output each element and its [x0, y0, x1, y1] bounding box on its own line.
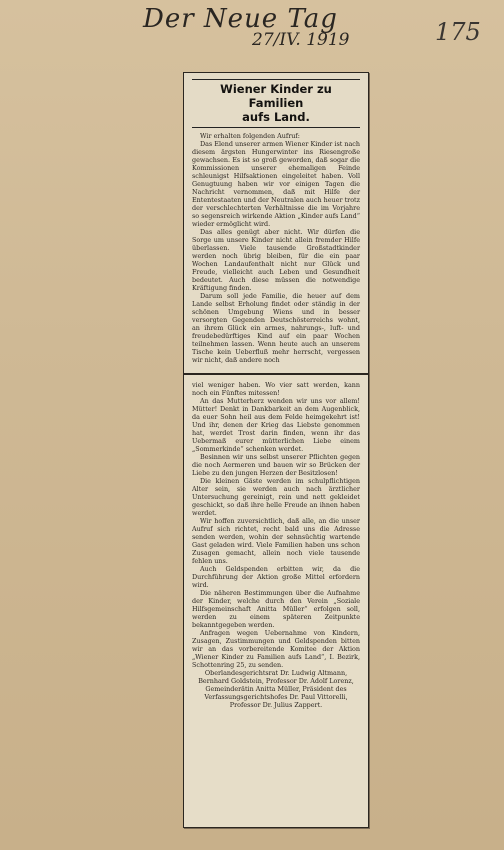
paragraph: Das Elend unserer armen Wiener Kinder ist nach diesem ärgsten Hungerwinter ins Riesengroße gewachsen. Es ist so groß geworden, daß sogar die Kommissionen unserer ehemaligen Feinde schleunigst Hilfsaktionen eingeleitet haben. Voll Genugtuung haben wir vor einigen Tagen die Nachricht vernommen, daß mit Hilfe der Ententestaaten und der Neutralen auch heuer trotz der verschlechterten Verhältnisse die im Vorjahre so segensreich wirkende Aktion „Kinder aufs Land“ wieder ermöglicht wird. [192, 140, 360, 228]
handwritten-newspaper-name: Der Neue Tag [143, 4, 338, 34]
paragraph: Besinnen wir uns selbst unserer Pflichten gegen die noch Aermeren und bauen wir so Brücken der Liebe zu den jungen Herzen der Besitzlosen! [192, 453, 360, 477]
clipping-part-2 [183, 374, 369, 828]
paragraph: Darum soll jede Familie, die heuer auf dem Lande selbst Erholung findet oder ständig in der schönen Umgebung Wiens und in besser versorgten Gegenden Deutschösterreichs wohnt, an ihrem Glück ein armes, nahrungs-, luft- und freudebedürftiges Kind auf ein paar Wochen teilnehmen lassen. Wenn heute auch an unserem Tische kein Ueberfluß mehr herrscht, vergessen wir nicht, daß andere noch [192, 292, 360, 364]
article-body-part-1 [192, 132, 360, 364]
paragraph: viel weniger haben. Wo vier satt werden, kann noch ein Fünftes mitessen! [192, 381, 360, 397]
paragraph: Wir erhalten folgenden Aufruf: [200, 132, 300, 140]
paragraph: Anfragen wegen Uebernahme von Kindern, Zusagen, Zustimmungen und Geldspenden bitten wir an das vorbereitende Komitee der Aktion „Wiener Kinder zu Familien aufs Land“, I. Bezirk, Schottenring 25, zu senden. [192, 629, 360, 669]
paragraph: Die näheren Bestimmungen über die Aufnahme der Kinder, welche durch den Verein „Soziale Hilfsgemeinschaft Anitta Müller“ erfolgen soll, werden zu einem späteren Zeitpunkte bekanntgegeben werden. [192, 589, 360, 629]
headline-line-2: aufs Land. [242, 110, 310, 124]
handwritten-date: 27/IV. 1919 [252, 30, 350, 50]
paragraph: Auch Geldspenden erbitten wir, da die Durchführung der Aktion große Mittel erfordern wird. [192, 565, 360, 589]
headline-box [192, 79, 360, 128]
headline-line-1: Wiener Kinder zu Familien [220, 82, 332, 110]
clipping-part-1 [183, 72, 369, 374]
signatories: Oberlandesgerichtsrat Dr. Ludwig Altmann, Bernhard Goldstein, Professor Dr. Adolf Lorenz, Gemeinderätin Anitta Müller, Präsident des Verfassungsgerichtshofes Dr. Paul Vittorelli, Professor Dr. Julius Zappert. [198, 669, 354, 709]
paragraph: Die kleinen Gäste werden im schulpflichtigen Alter sein, sie werden auch nach ärztlicher Untersuchung gereinigt, rein und nett gekleidet geschickt, so daß ihre helle Freude an ihnen haben werdet. [192, 477, 360, 517]
paragraph: Das alles genügt aber nicht. Wir dürfen die Sorge um unsere Kinder nicht allein fremder Hilfe überlassen. Viele tausende Großstadtkinder werden noch übrig bleiben, für die ein paar Wochen Landaufenthalt nicht nur Glück und Freude, vielleicht auch Leben und Gesundheit bedeutet. Auch diese müssen die notwendige Kräftigung finden. [192, 228, 360, 292]
handwritten-folio-number: 175 [435, 18, 481, 46]
article-body-part-2 [192, 381, 360, 709]
paragraph: Wir hoffen zuversichtlich, daß alle, an die unser Aufruf sich richtet, recht bald uns die Adresse senden werden, wohin der sehnsüchtig wartende Gast geladen wird. Viele Familien haben uns schon Zusagen gemacht, allein noch viele tausende fehlen uns. [192, 517, 360, 565]
paragraph: An das Mutterherz wenden wir uns vor allem! Mütter! Denkt in Dankbarkeit an dem Augenblick, da euer Sohn heil aus dem Felde heimgekehrt ist! Und ihr, denen der Krieg das Liebste genommen hat, werdet Trost darin finden, wenn ihr das Uebermaß eurer mütterlichen Liebe einem „Sommerkinde“ schenken werdet. [192, 397, 360, 453]
